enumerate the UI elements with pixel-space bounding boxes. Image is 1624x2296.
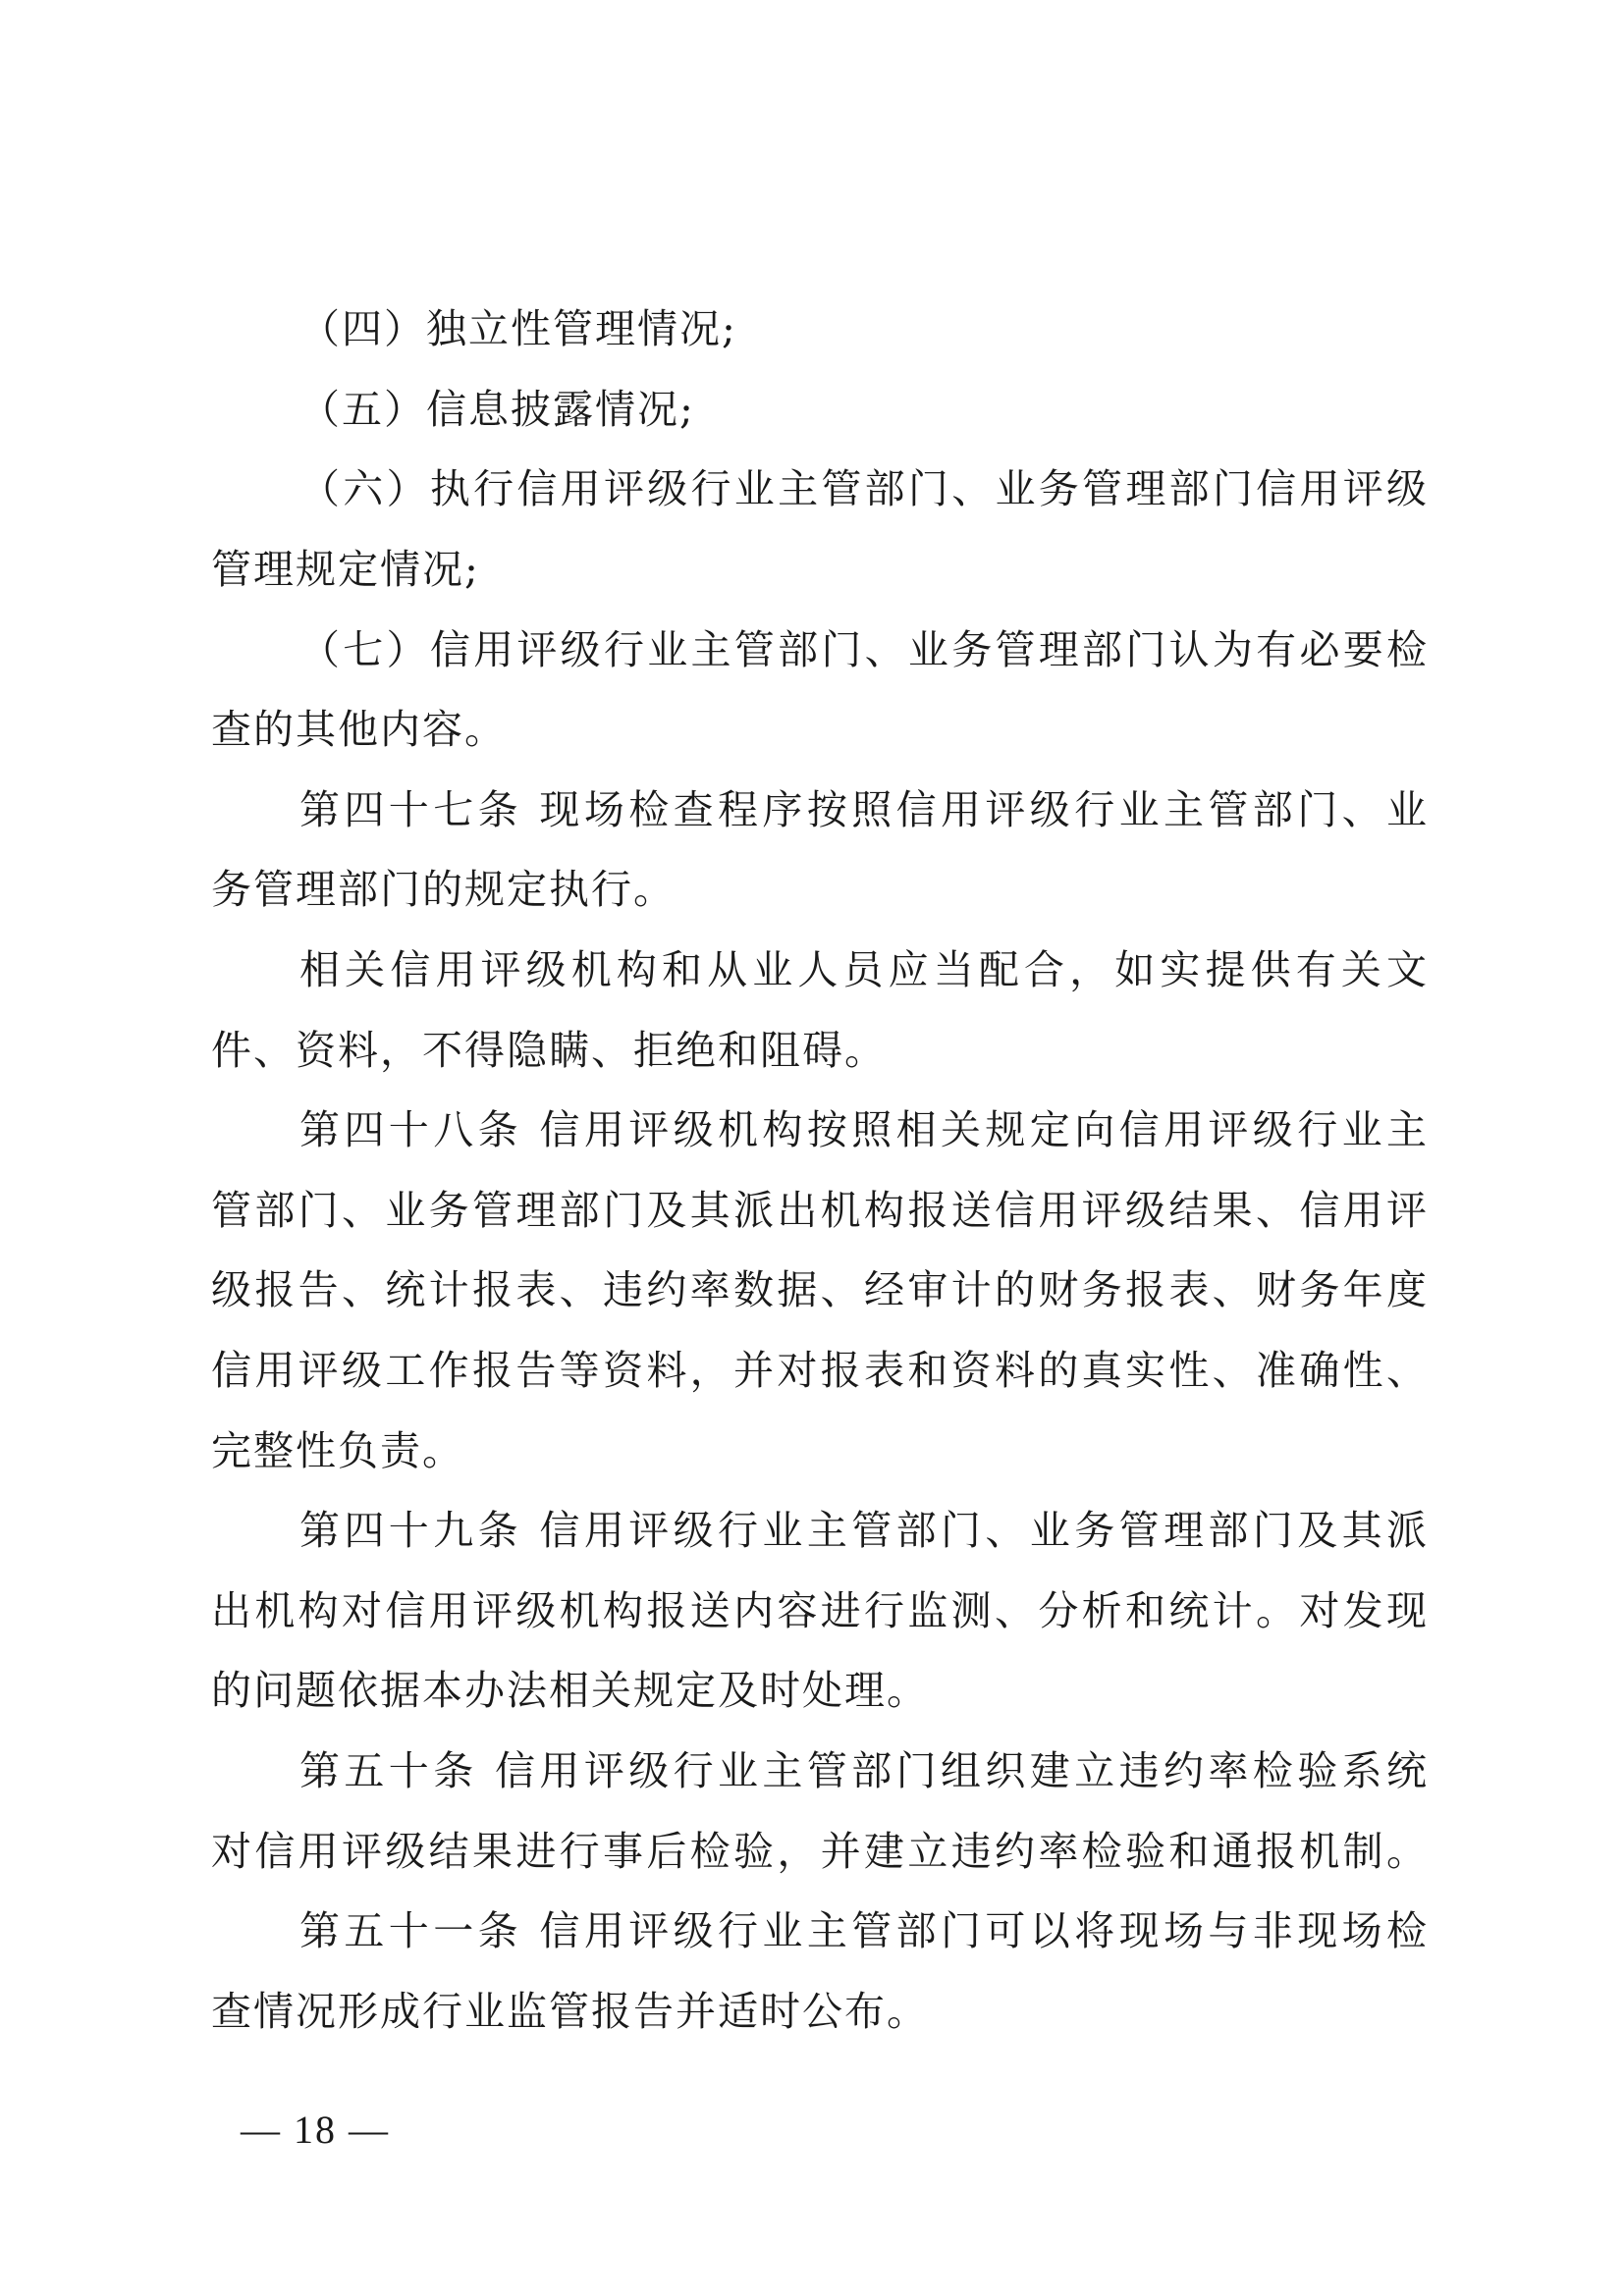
text-line: 级报告、统计报表、违约率数据、经审计的财务报表、财务年度: [211, 1266, 1429, 1313]
text-line: 出机构对信用评级机构报送内容进行监测、分析和统计。对发现: [211, 1587, 1429, 1634]
text-line: 查情况形成行业监管报告并适时公布。: [211, 1988, 929, 2035]
text-line: 第五十一条 信用评级行业主管部门可以将现场与非现场检: [299, 1907, 1429, 1954]
text-line: 对信用评级结果进行事后检验，并建立违约率检验和通报机制。: [211, 1828, 1429, 1875]
text-line: 第四十八条 信用评级机构按照相关规定向信用评级行业主: [299, 1106, 1429, 1153]
text-line: （六）执行信用评级行业主管部门、业务管理部门信用评级: [299, 465, 1429, 512]
text-line: 第五十条 信用评级行业主管部门组织建立违约率检验系统: [299, 1747, 1429, 1794]
text-line: 完整性负责。: [211, 1427, 464, 1474]
text-line: 查的其他内容。: [211, 706, 507, 753]
text-line: 相关信用评级机构和从业人员应当配合，如实提供有关文: [299, 946, 1429, 993]
text-line: （四）独立性管理情况;: [299, 305, 737, 352]
text-line: 管理规定情况;: [211, 546, 480, 593]
text-line: 的问题依据本办法相关规定及时处理。: [211, 1667, 929, 1714]
text-line: 第四十九条 信用评级行业主管部门、业务管理部门及其派: [299, 1507, 1429, 1554]
text-line: （七）信用评级行业主管部门、业务管理部门认为有必要检: [299, 626, 1429, 673]
text-line: 务管理部门的规定执行。: [211, 866, 676, 913]
text-line: 管部门、业务管理部门及其派出机构报送信用评级结果、信用评: [211, 1187, 1429, 1234]
page-number: — 18 —: [241, 2108, 390, 2152]
text-line: 第四十七条 现场检查程序按照信用评级行业主管部门、业: [299, 786, 1429, 833]
text-line: 信用评级工作报告等资料，并对报表和资料的真实性、准确性、: [211, 1347, 1429, 1394]
text-line: 件、资料，不得隐瞒、拒绝和阻碍。: [211, 1027, 887, 1074]
text-line: （五）信息披露情况;: [299, 386, 695, 433]
